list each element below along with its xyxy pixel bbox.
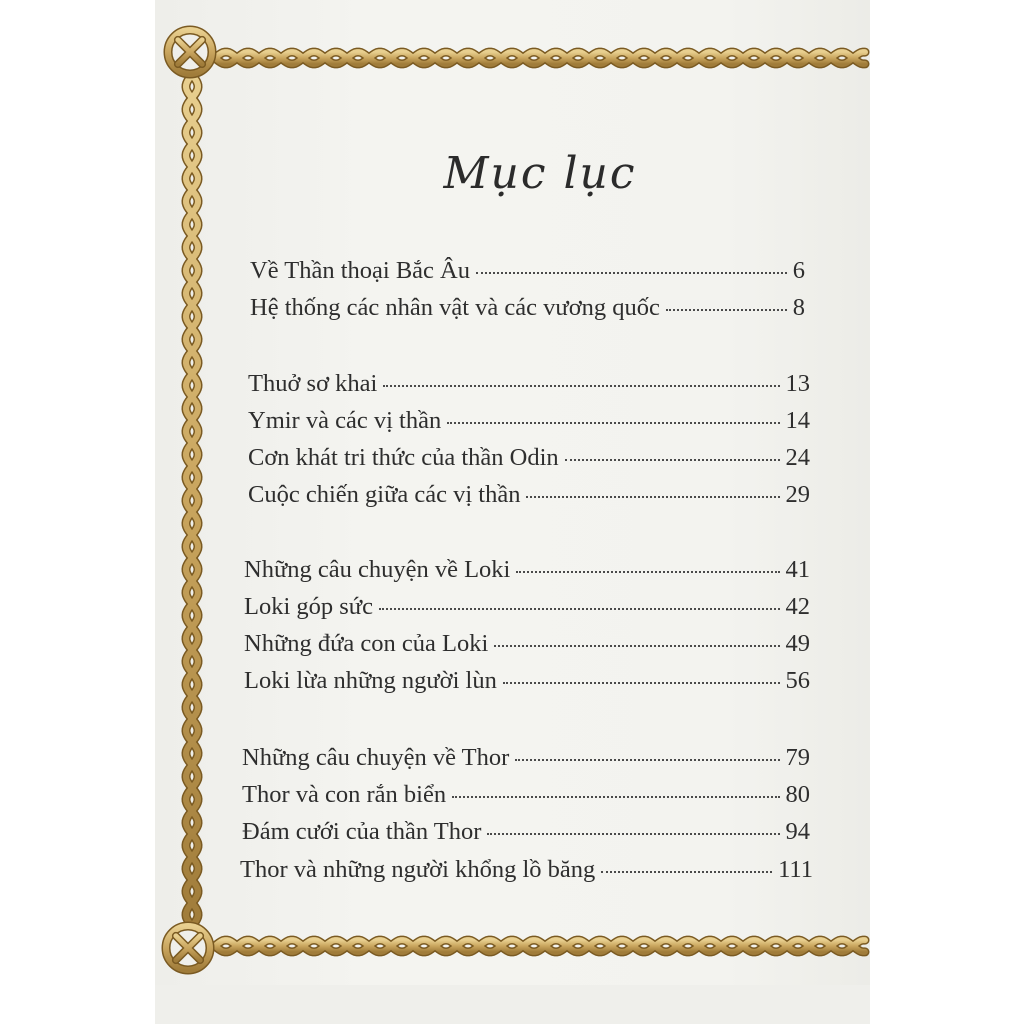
toc-entry-label: Thor và những người khổng lồ băng bbox=[240, 855, 596, 883]
dot-leader bbox=[601, 846, 772, 873]
toc-entry bbox=[242, 775, 810, 809]
dot-leader bbox=[516, 546, 779, 573]
toc-entry-label: Loki góp sức bbox=[244, 592, 373, 620]
dot-leader bbox=[666, 284, 787, 311]
toc-entry-label: Thuở sơ khai bbox=[248, 369, 378, 397]
toc-entry-label: Cuộc chiến giữa các vị thần bbox=[248, 480, 521, 508]
toc-entry bbox=[248, 401, 810, 435]
toc-entry-page: 49 bbox=[785, 629, 810, 657]
dot-leader bbox=[565, 434, 780, 461]
toc-entry-label: Những đứa con của Loki bbox=[244, 629, 489, 657]
dot-leader bbox=[476, 247, 787, 274]
toc-entry-page: 56 bbox=[785, 666, 810, 694]
dot-leader bbox=[379, 583, 780, 610]
toc-entry-page: 42 bbox=[785, 592, 810, 620]
toc-entry-page: 24 bbox=[785, 443, 810, 471]
dot-leader bbox=[503, 657, 780, 684]
toc-entry-label: Cơn khát tri thức của thần Odin bbox=[248, 443, 559, 471]
dot-leader bbox=[383, 360, 779, 387]
toc-entry bbox=[248, 438, 810, 472]
dot-leader bbox=[487, 808, 779, 835]
toc-entry-label: Đám cưới của thần Thor bbox=[242, 817, 482, 845]
toc-entry bbox=[240, 850, 813, 884]
page-title: Mục lục bbox=[443, 148, 637, 199]
toc-entry-page: 13 bbox=[785, 369, 810, 397]
toc-entry bbox=[250, 251, 805, 285]
toc-entry-label: Những câu chuyện về Thor bbox=[242, 743, 510, 771]
toc-entry-label: Thor và con rắn biển bbox=[242, 780, 447, 808]
dot-leader bbox=[452, 771, 779, 798]
toc-entry bbox=[242, 738, 810, 772]
toc-entry bbox=[244, 661, 810, 695]
toc-entry-page: 94 bbox=[785, 817, 810, 845]
toc-entry bbox=[244, 587, 810, 621]
toc-entry-label: Loki lừa những người lùn bbox=[244, 666, 497, 694]
dot-leader bbox=[494, 620, 779, 647]
dot-leader bbox=[447, 397, 779, 424]
toc-entry-page: 29 bbox=[785, 480, 810, 508]
dot-leader bbox=[515, 734, 779, 761]
toc-entry-label: Những câu chuyện về Loki bbox=[244, 555, 511, 583]
toc-entry bbox=[244, 624, 810, 658]
toc-entry-page: 80 bbox=[785, 780, 810, 808]
toc-entry-page: 41 bbox=[785, 555, 810, 583]
toc-entry bbox=[248, 364, 810, 398]
toc-entry-page: 79 bbox=[785, 743, 810, 771]
toc-entry-page: 8 bbox=[792, 293, 805, 321]
toc-entry-label: Hệ thống các nhân vật và các vương quốc bbox=[250, 293, 660, 321]
dot-leader bbox=[526, 471, 779, 498]
toc-entry bbox=[248, 475, 810, 509]
toc-entry-page: 14 bbox=[785, 406, 810, 434]
toc-entry bbox=[244, 550, 810, 584]
toc-entry-page: 111 bbox=[778, 855, 813, 883]
toc-entry-label: Ymir và các vị thần bbox=[248, 406, 442, 434]
toc-entry bbox=[250, 288, 805, 322]
toc-entry bbox=[242, 812, 810, 846]
toc-entry-label: Về Thần thoại Bắc Âu bbox=[250, 256, 470, 284]
toc-entry-page: 6 bbox=[792, 256, 805, 284]
